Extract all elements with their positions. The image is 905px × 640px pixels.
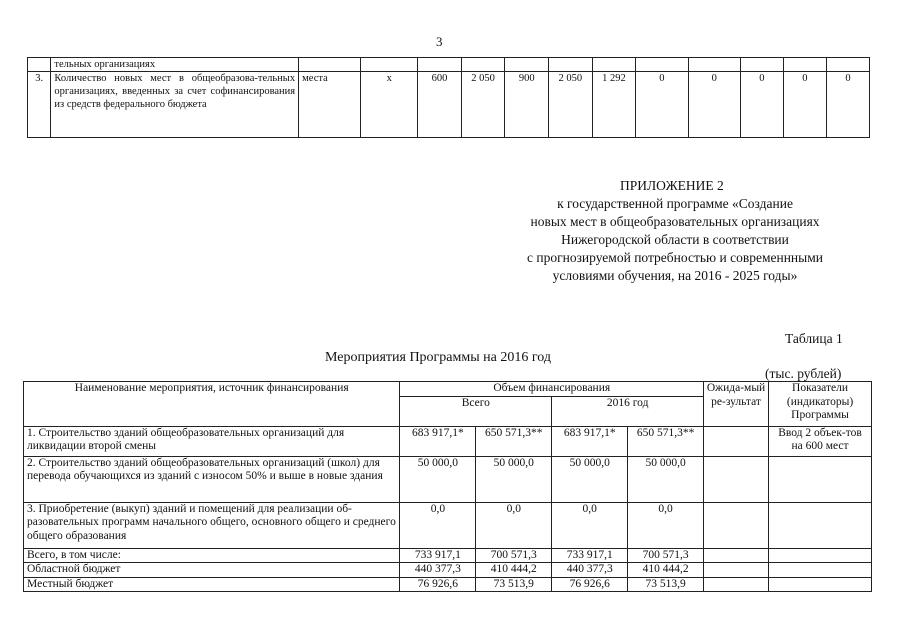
appendix-line: новых мест в общеобразовательных организациях: [530, 214, 820, 229]
cell-value: 410 444,2: [476, 563, 552, 578]
cell-expected: [704, 548, 769, 563]
header-name: Наименование мероприятия, источник финансирования: [24, 382, 400, 427]
cell-expected: [704, 577, 769, 592]
cell-value: 73 513,9: [476, 577, 552, 592]
row-value: 1 292: [592, 72, 636, 138]
cell-value: 0,0: [400, 502, 476, 548]
cell-value: 683 917,1*: [552, 426, 628, 456]
table-caption: Мероприятия Программы на 2016 год: [325, 350, 551, 365]
row-value: 600: [418, 72, 462, 138]
header-year: 2016 год: [552, 396, 704, 426]
row-value: 0: [826, 72, 869, 138]
row-value: 0: [740, 72, 783, 138]
row-name: 2. Строительство зданий общеобразовательных организаций (школ) для перевода обучающихся из зданий с износом 50% и выше в новые здания: [24, 456, 400, 502]
header-expected: Ожида-мый ре-зультат: [704, 382, 769, 427]
row-value: 0: [688, 72, 740, 138]
table-row: [24, 577, 872, 592]
cell-value: 50 000,0: [400, 456, 476, 502]
cell-indicator: [769, 456, 872, 502]
header-row: [24, 382, 872, 397]
indicator-table-fragment: [27, 57, 870, 138]
cell-indicator: [769, 563, 872, 578]
cell-indicator: [769, 502, 872, 548]
appendix-line: с прогнозируемой потребностью и современнными: [527, 250, 823, 265]
cell-value: 50 000,0: [552, 456, 628, 502]
cell-value: 650 571,3**: [628, 426, 704, 456]
header-indicators: Показатели (индикаторы) Программы: [769, 382, 872, 427]
cell-expected: [704, 426, 769, 456]
table-row: [24, 502, 872, 548]
cell-value: 700 571,3: [476, 548, 552, 563]
row-value: 0: [783, 72, 826, 138]
row-number: 3.: [28, 72, 51, 138]
program-activities-table: [23, 381, 872, 592]
cell-value: 700 571,3: [628, 548, 704, 563]
cell-value: 0,0: [476, 502, 552, 548]
cell-expected: [704, 456, 769, 502]
row-name: 1. Строительство зданий общеобразовательных организаций для ликвидации второй смены: [24, 426, 400, 456]
cell-expected: [704, 563, 769, 578]
header-total: Всего: [400, 396, 552, 426]
continued-text: тельных организациях: [51, 58, 299, 72]
row-base: х: [361, 72, 418, 138]
appendix-line: условиями обучения, на 2016 - 2025 годы»: [552, 268, 798, 283]
row-name: 3. Приобретение (выкуп) зданий и помещений для реализации об-разовательных программ начального общего, основного общего и среднего общего образования: [24, 502, 400, 548]
table-row: [28, 72, 870, 138]
page-number: 3: [436, 34, 443, 49]
cell-value: 440 377,3: [400, 563, 476, 578]
table-row: [24, 563, 872, 578]
appendix-subtitle: [505, 195, 845, 285]
cell-value: 733 917,1: [552, 548, 628, 563]
cell-indicator: [769, 577, 872, 592]
table-number: Таблица 1: [785, 331, 843, 346]
row-unit: места: [299, 72, 361, 138]
cell-value: 410 444,2: [628, 563, 704, 578]
row-value: 900: [505, 72, 549, 138]
cell-indicator: Ввод 2 объек-тов на 600 мест: [769, 426, 872, 456]
cell-value: 76 926,6: [400, 577, 476, 592]
row-value: 0: [636, 72, 688, 138]
cell-value: 733 917,1: [400, 548, 476, 563]
cell-value: 683 917,1*: [400, 426, 476, 456]
appendix-line: к государственной программе «Создание: [557, 196, 793, 211]
cell-expected: [704, 502, 769, 548]
header-funding: Объем финансирования: [400, 382, 704, 397]
row-value: 2 050: [549, 72, 593, 138]
cell-value: 73 513,9: [628, 577, 704, 592]
cell-value: 650 571,3**: [476, 426, 552, 456]
row-description: Количество новых мест в общеобразова-тельных организациях, введенных за счет софинансирования из средств федерального бюджета: [51, 72, 299, 138]
units-label: (тыс. рублей): [765, 366, 842, 381]
table-row: [24, 548, 872, 563]
appendix-title: ПРИЛОЖЕНИЕ 2: [620, 178, 724, 193]
row-value: 2 050: [461, 72, 505, 138]
cell-value: 50 000,0: [628, 456, 704, 502]
appendix-line: Нижегородской области в соответствии: [561, 232, 789, 247]
row-name: Областной бюджет: [24, 563, 400, 578]
cell-indicator: [769, 548, 872, 563]
row-name: Местный бюджет: [24, 577, 400, 592]
continued-row: [28, 58, 870, 72]
cell-value: 76 926,6: [552, 577, 628, 592]
table-row: [24, 426, 872, 456]
cell-value: 0,0: [552, 502, 628, 548]
cell-value: 440 377,3: [552, 563, 628, 578]
table-row: [24, 456, 872, 502]
cell-value: 0,0: [628, 502, 704, 548]
cell-value: 50 000,0: [476, 456, 552, 502]
row-name: Всего, в том числе:: [24, 548, 400, 563]
